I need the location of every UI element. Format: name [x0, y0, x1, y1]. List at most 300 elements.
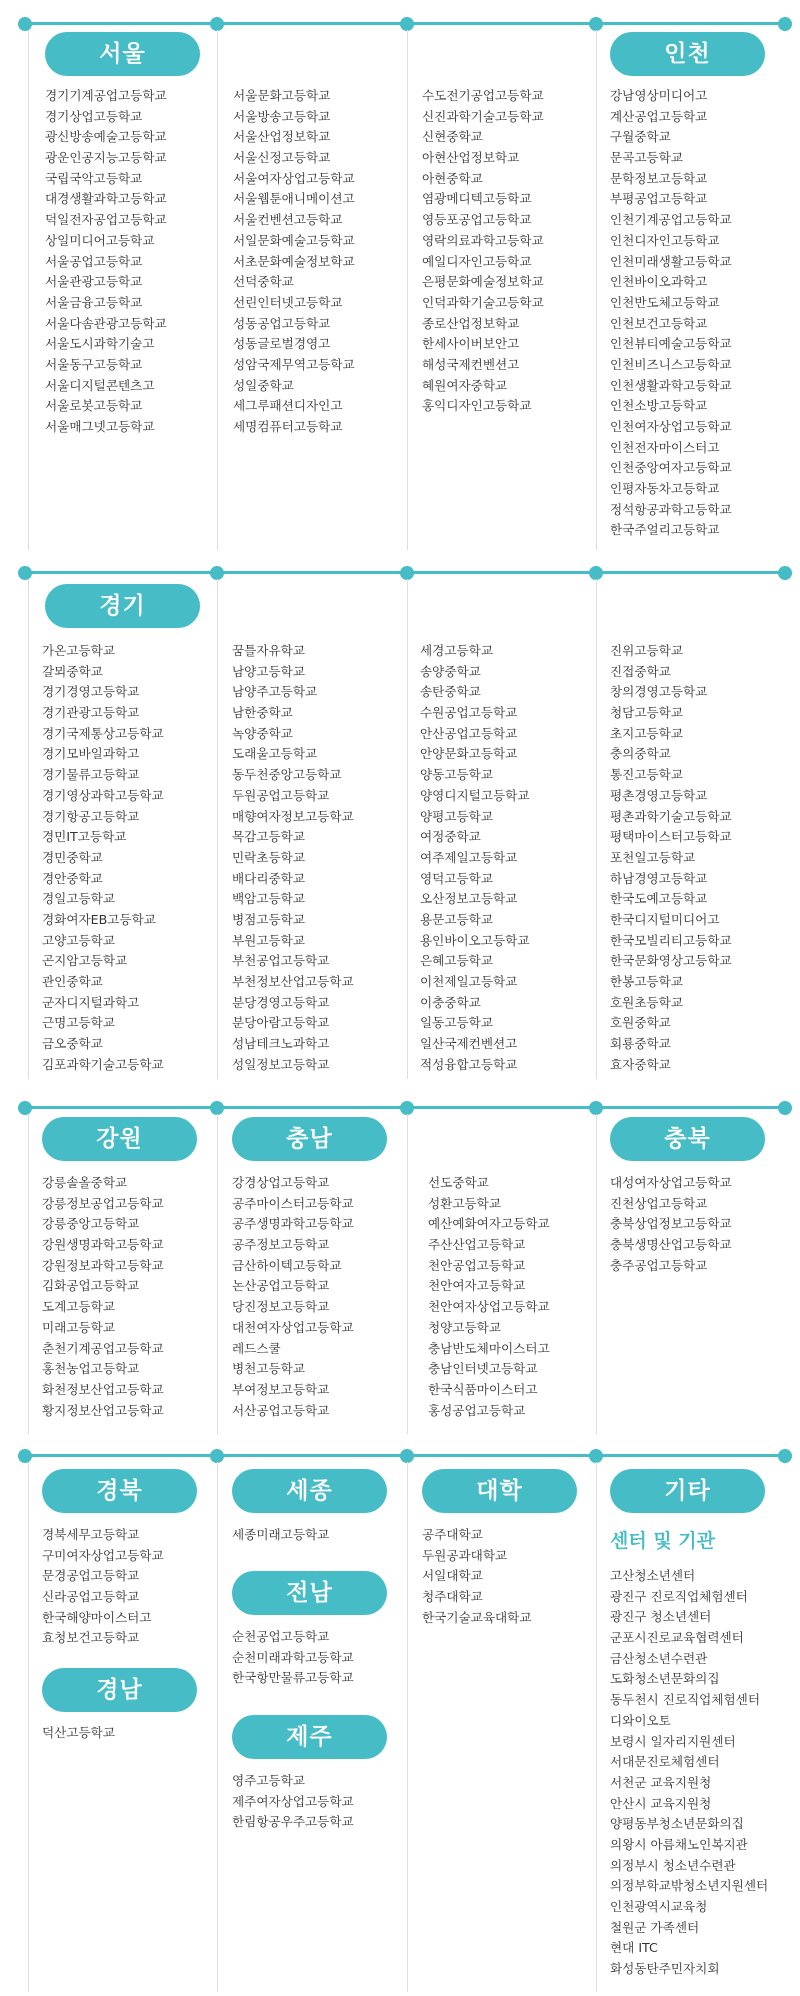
list-item: 충의중학교: [610, 746, 671, 762]
list-item: 공주마이스터고등학교: [232, 1195, 354, 1211]
list-item: 오산정보고등학교: [420, 891, 518, 907]
list-item: 용인바이오고등학교: [420, 932, 530, 948]
timeline-dot: [778, 1101, 792, 1115]
list-item: 강경상업고등학교: [232, 1175, 330, 1190]
list-item: 성환고등학교: [428, 1195, 501, 1211]
list-item: 송탄중학교: [420, 684, 481, 700]
list-item: 서울문화고등학교: [233, 88, 331, 103]
list-item: 논산공업고등학교: [232, 1278, 330, 1294]
list-item: 성동공업고등학교: [233, 315, 331, 331]
list-item: 경기물류고등학교: [42, 767, 140, 783]
column-divider: [596, 1462, 597, 1992]
list-item: 인천기계공업고등학교: [610, 212, 732, 228]
list-item: 충남인터넷고등학교: [428, 1361, 538, 1377]
list-item: 금산청소년수련관: [610, 1650, 708, 1666]
section-gyeonggi: [0, 571, 800, 1081]
list-item: 가온고등학교: [42, 643, 115, 658]
list-item: 수도전기공업고등학교: [422, 88, 544, 103]
list-item: 대경생활과학고등학교: [45, 191, 167, 207]
list-item: 두원공과대학교: [422, 1547, 508, 1563]
institution-list: [610, 1566, 768, 1980]
list-item: 청담고등학교: [610, 705, 683, 721]
list-item: 신진과학기술고등학교: [422, 108, 544, 124]
list-item: 인천소방고등학교: [610, 398, 708, 414]
list-item: 인천비즈니스고등학교: [610, 356, 732, 372]
timeline-dot: [778, 1449, 792, 1463]
list-item: 영주고등학교: [232, 1773, 305, 1788]
list-item: 금오중학교: [42, 1036, 103, 1052]
list-item: 일동고등학교: [420, 1015, 493, 1031]
list-item: 고산청소년센터: [610, 1568, 696, 1583]
school-list-sejong: [232, 1525, 329, 1546]
list-item: 민락초등학교: [232, 849, 305, 865]
list-item: 해성국제컨벤션고: [422, 356, 520, 372]
section-gangwon-chungnam-chungbuk: [0, 1106, 800, 1436]
column-divider: [28, 579, 29, 1079]
list-item: 상일미디어고등학교: [45, 232, 155, 248]
column-divider: [407, 579, 408, 1079]
list-item: 세경고등학교: [420, 643, 493, 658]
list-item: 덕일전자공업고등학교: [45, 212, 167, 228]
school-list-jeju: [232, 1771, 354, 1833]
list-item: 서울매그넷고등학교: [45, 419, 155, 434]
list-item: 김포과학기술고등학교: [42, 1056, 164, 1072]
list-item: 제주여자상업고등학교: [232, 1793, 354, 1809]
list-item: 병점고등학교: [232, 911, 305, 927]
school-list-chungbuk: [610, 1173, 732, 1276]
column-divider: [407, 1114, 408, 1434]
list-item: 경기기계공업고등학교: [45, 88, 167, 103]
list-item: 금산하이텍고등학교: [232, 1257, 342, 1273]
list-item: 분당경영고등학교: [232, 994, 330, 1010]
list-item: 예일디자인고등학교: [422, 253, 532, 269]
region-badge-chungnam: 충남: [232, 1117, 387, 1161]
list-item: 신현중학교: [422, 129, 483, 145]
list-item: 안산공업고등학교: [420, 725, 518, 741]
list-item: 천안여자상업고등학교: [428, 1299, 550, 1315]
list-item: 포천일고등학교: [610, 849, 696, 865]
list-item: 서울공업고등학교: [45, 253, 143, 269]
list-item: 평촌과학기술고등학교: [610, 808, 732, 824]
list-item: 호원중학교: [610, 1015, 671, 1031]
school-list-gyeongnam: [42, 1723, 115, 1744]
list-item: 수원공업고등학교: [420, 705, 518, 721]
list-item: 한국해양마이스터고: [42, 1609, 152, 1625]
list-item: 안양문화고등학교: [420, 746, 518, 762]
list-item: 꿈틀자유학교: [232, 643, 305, 658]
school-list-gangwon: [42, 1173, 164, 1421]
list-item: 의왕시 아름채노인복지관: [610, 1836, 748, 1852]
list-item: 평촌경영고등학교: [610, 787, 708, 803]
list-item: 문학정보고등학교: [610, 170, 708, 186]
list-item: 인천디자인고등학교: [610, 232, 720, 248]
timeline-dot: [589, 1101, 603, 1115]
list-item: 경일고등학교: [42, 891, 115, 907]
list-item: 공주생명과학고등학교: [232, 1216, 354, 1232]
list-item: 초지고등학교: [610, 725, 683, 741]
list-item: 계산공업고등학교: [610, 108, 708, 124]
region-badge-gyeonggi: 경기: [45, 584, 200, 628]
timeline-dot: [210, 1449, 224, 1463]
list-item: 한봉고등학교: [610, 974, 683, 989]
list-item: 부여정보고등학교: [232, 1381, 330, 1397]
list-item: 현대 ITC: [610, 1940, 658, 1956]
list-item: 황지정보산업고등학교: [42, 1402, 164, 1418]
list-item: 염광메디텍고등학교: [422, 191, 532, 207]
timeline-dot: [589, 566, 603, 580]
list-item: 구미여자상업고등학교: [42, 1547, 164, 1563]
timeline-dot: [400, 17, 414, 31]
list-item: 아현중학교: [422, 170, 483, 186]
section-others: [0, 1454, 800, 1994]
list-item: 충남반도체마이스터고: [428, 1340, 550, 1356]
list-item: 진접중학교: [610, 663, 671, 679]
list-item: 경기국제통상고등학교: [42, 725, 164, 741]
region-badge-etc: 기타: [610, 1469, 765, 1513]
timeline-dot: [400, 1449, 414, 1463]
list-item: 보령시 일자리지원센터: [610, 1733, 736, 1749]
list-item: 강남영상미디어고: [610, 88, 708, 103]
list-item: 호원초등학교: [610, 994, 683, 1010]
list-item: 서울로봇고등학교: [45, 398, 143, 414]
column-divider: [28, 1114, 29, 1434]
list-item: 충주공업고등학교: [610, 1257, 708, 1273]
list-item: 여주제일고등학교: [420, 849, 518, 865]
list-item: 부천공업고등학교: [232, 953, 330, 969]
list-item: 당진정보고등학교: [232, 1299, 330, 1315]
list-item: 남한중학교: [232, 705, 293, 721]
region-badge-gyeongbuk: 경북: [42, 1469, 197, 1513]
list-item: 순천미래과학고등학교: [232, 1649, 354, 1665]
list-item: 인천광역시교육청: [610, 1899, 708, 1914]
list-item: 서울디지털콘텐츠고: [45, 377, 155, 393]
list-item: 철원군 가족센터: [610, 1919, 700, 1935]
list-item: 하남경영고등학교: [610, 870, 708, 886]
list-item: 부원고등학교: [232, 932, 305, 948]
timeline-dot: [589, 1449, 603, 1463]
list-item: 서대문진로체험센터: [610, 1754, 720, 1770]
list-item: 서일대학교: [422, 1568, 483, 1584]
list-item: 한국항만물류고등학교: [232, 1670, 354, 1686]
list-item: 서울도시과학기술고: [45, 336, 155, 352]
school-list-gyeonggi-2: [232, 641, 354, 1075]
list-item: 인천바이오과학고: [610, 274, 708, 290]
list-item: 강원생명과학고등학교: [42, 1237, 164, 1253]
list-item: 경기모바일과학고: [42, 746, 140, 762]
list-item: 대천여자상업고등학교: [232, 1319, 354, 1335]
list-item: 근명고등학교: [42, 1015, 115, 1031]
list-item: 인천여자상업고등학교: [610, 419, 732, 434]
region-badge-jeju: 제주: [232, 1715, 387, 1759]
list-item: 인평자동차고등학교: [610, 481, 720, 497]
list-item: 문경공업고등학교: [42, 1568, 140, 1584]
list-item: 한국식품마이스터고: [428, 1381, 538, 1397]
list-item: 경안중학교: [42, 870, 103, 886]
list-item: 대성여자상업고등학교: [610, 1175, 732, 1190]
region-badge-gyeongnam: 경남: [42, 1668, 197, 1712]
list-item: 서울여자상업고등학교: [233, 170, 355, 186]
list-item: 도계고등학교: [42, 1299, 115, 1315]
list-item: 한국디지털미디어고: [610, 911, 720, 927]
list-item: 아현산업정보학교: [422, 150, 520, 166]
list-item: 서천군 교육지원청: [610, 1774, 712, 1790]
list-item: 군자디지털과학고: [42, 994, 140, 1010]
list-item: 경기상업고등학교: [45, 108, 143, 124]
list-item: 인천뷰티예술고등학교: [610, 336, 732, 352]
list-item: 두원공업고등학교: [232, 787, 330, 803]
list-item: 이충중학교: [420, 994, 481, 1010]
list-item: 홍천농업고등학교: [42, 1361, 140, 1377]
list-item: 영락의료과학고등학교: [422, 232, 544, 248]
list-item: 경기경영고등학교: [42, 684, 140, 700]
region-badge-sejong: 세종: [232, 1469, 387, 1513]
timeline-dot: [18, 1101, 32, 1115]
list-item: 경기영상과학고등학교: [42, 787, 164, 803]
school-list-gyeongbuk: [42, 1525, 164, 1649]
list-item: 송양중학교: [420, 663, 481, 679]
list-item: 한국주얼리고등학교: [610, 522, 720, 538]
list-item: 강릉정보공업고등학교: [42, 1195, 164, 1211]
list-item: 화성동탄주민자치회: [610, 1961, 720, 1977]
list-item: 한국문화영상고등학교: [610, 953, 732, 969]
timeline-dot: [210, 1101, 224, 1115]
list-item: 주산산업고등학교: [428, 1237, 526, 1253]
list-item: 평택마이스터고등학교: [610, 829, 732, 845]
region-badge-seoul: 서울: [45, 32, 200, 76]
list-item: 경민IT고등학교: [42, 829, 127, 845]
region-badge-gangwon: 강원: [42, 1117, 197, 1161]
list-item: 동두천중앙고등학교: [232, 767, 342, 783]
list-item: 한국도예고등학교: [610, 891, 708, 907]
list-item: 강릉중앙고등학교: [42, 1216, 140, 1232]
timeline-dot: [400, 566, 414, 580]
list-item: 양동고등학교: [420, 767, 493, 783]
timeline-dot: [18, 17, 32, 31]
list-item: 녹양중학교: [232, 725, 293, 741]
column-divider: [407, 1462, 408, 1992]
list-item: 서울방송고등학교: [233, 108, 331, 124]
list-item: 광진구 진로직업체험센터: [610, 1588, 748, 1604]
list-item: 구월중학교: [610, 129, 671, 145]
list-item: 천안여자고등학교: [428, 1278, 526, 1294]
column-divider: [217, 1114, 218, 1434]
list-item: 공주정보고등학교: [232, 1237, 330, 1253]
list-item: 도화청소년문화의집: [610, 1671, 720, 1687]
list-item: 양영디지털고등학교: [420, 787, 530, 803]
list-item: 효자중학교: [610, 1056, 671, 1072]
list-item: 안산시 교육지원청: [610, 1795, 712, 1811]
list-item: 서울다솜관광고등학교: [45, 315, 167, 331]
list-item: 충북생명산업고등학교: [610, 1237, 732, 1253]
school-list-jeonnam: [232, 1627, 354, 1689]
list-item: 신라공업고등학교: [42, 1589, 140, 1605]
list-item: 세그루패션디자인고: [233, 398, 343, 414]
list-item: 의정부시 청소년수련관: [610, 1857, 736, 1873]
list-item: 인천생활과학고등학교: [610, 377, 732, 393]
list-item: 강원정보과학고등학교: [42, 1257, 164, 1273]
list-item: 인천미래생활고등학교: [610, 253, 732, 269]
list-item: 광신방송예술고등학교: [45, 129, 167, 145]
list-item: 선린인터넷고등학교: [233, 294, 343, 310]
region-badge-jeonnam: 전남: [232, 1571, 387, 1615]
list-item: 진위고등학교: [610, 643, 683, 658]
list-item: 서울관광고등학교: [45, 274, 143, 290]
list-item: 영등포공업고등학교: [422, 212, 532, 228]
timeline-dot: [589, 17, 603, 31]
list-item: 인천반도체고등학교: [610, 294, 720, 310]
etc-subtitle: 센터 및 기관: [610, 1530, 715, 1552]
list-item: 혜원여자중학교: [422, 377, 508, 393]
list-item: 디와이오토: [610, 1712, 671, 1728]
list-item: 서울컨벤션고등학교: [233, 212, 343, 228]
list-item: 남양주고등학교: [232, 684, 318, 700]
column-divider: [217, 30, 218, 550]
list-item: 홍성공업고등학교: [428, 1402, 526, 1418]
list-item: 서울동구고등학교: [45, 356, 143, 372]
list-item: 일산국제컨벤션고: [420, 1036, 518, 1052]
list-item: 국립국악고등학교: [45, 170, 143, 186]
list-item: 적성융합고등학교: [420, 1056, 518, 1072]
list-item: 성남테크노과학고: [232, 1036, 330, 1052]
list-item: 부천정보산업고등학교: [232, 974, 354, 989]
school-list-seoul-2: [233, 86, 355, 438]
timeline-dot: [18, 566, 32, 580]
list-item: 남양고등학교: [232, 663, 305, 679]
school-list-gyeonggi-4: [610, 641, 732, 1075]
list-item: 인천중앙여자고등학교: [610, 460, 732, 476]
column-divider: [28, 1462, 29, 1992]
list-item: 서울신정고등학교: [233, 150, 331, 166]
list-item: 영덕고등학교: [420, 870, 493, 886]
timeline-dot: [210, 17, 224, 31]
list-item: 광운인공지능고등학교: [45, 150, 167, 166]
school-list-seoul-3: [422, 86, 544, 417]
school-list-chungnam-2: [428, 1173, 550, 1421]
list-item: 인천전자마이스터고: [610, 439, 720, 455]
list-item: 진천상업고등학교: [610, 1195, 708, 1211]
list-item: 충북상업정보고등학교: [610, 1216, 732, 1232]
list-item: 순천공업고등학교: [232, 1629, 330, 1644]
list-item: 문곡고등학교: [610, 150, 683, 166]
region-badge-university: 대학: [422, 1469, 577, 1513]
list-item: 성일정보고등학교: [232, 1056, 330, 1072]
region-badge-incheon: 인천: [610, 32, 765, 76]
list-item: 레드스쿨: [232, 1340, 281, 1356]
list-item: 목감고등학교: [232, 829, 305, 845]
timeline-dot: [400, 1101, 414, 1115]
column-divider: [217, 579, 218, 1079]
list-item: 관인중학교: [42, 974, 103, 989]
list-item: 경민중학교: [42, 849, 103, 865]
list-item: 서울웹툰애니메이션고: [233, 191, 355, 207]
list-item: 정석항공과학고등학교: [610, 501, 732, 517]
list-item: 종로산업정보학교: [422, 315, 520, 331]
list-item: 곤지암고등학교: [42, 953, 128, 969]
list-item: 은평문화예술정보학교: [422, 274, 544, 290]
timeline-dot: [210, 566, 224, 580]
column-divider: [407, 30, 408, 550]
list-item: 백암고등학교: [232, 891, 305, 907]
school-list-gyeonggi-1: [42, 641, 164, 1075]
list-item: 성일중학교: [233, 377, 294, 393]
list-item: 경화여자EB고등학교: [42, 911, 156, 927]
list-item: 홍익디자인고등학교: [422, 398, 532, 414]
list-item: 예산예화여자고등학교: [428, 1216, 550, 1232]
list-item: 창의경영고등학교: [610, 684, 708, 700]
region-badge-chungbuk: 충북: [610, 1117, 765, 1161]
list-item: 부평공업고등학교: [610, 191, 708, 207]
university-list: [422, 1525, 532, 1628]
list-item: 한세사이버보안고: [422, 336, 520, 352]
list-item: 한국모빌리티고등학교: [610, 932, 732, 948]
list-item: 강릉솔올중학교: [42, 1175, 128, 1190]
list-item: 춘천기계공업고등학교: [42, 1340, 164, 1356]
school-list-chungnam-1: [232, 1173, 354, 1421]
list-item: 경기항공고등학교: [42, 808, 140, 824]
timeline-dot: [778, 17, 792, 31]
list-item: 동두천시 진로직업체험센터: [610, 1692, 760, 1708]
list-item: 배다리중학교: [232, 870, 305, 886]
column-divider: [596, 579, 597, 1079]
list-item: 공주대학교: [422, 1527, 483, 1542]
column-divider: [217, 1462, 218, 1992]
list-item: 갈뫼중학교: [42, 663, 103, 679]
list-item: 고양고등학교: [42, 932, 115, 948]
column-divider: [596, 30, 597, 550]
list-item: 인덕과학기술고등학교: [422, 294, 544, 310]
list-item: 청주대학교: [422, 1589, 483, 1605]
list-item: 효청보건고등학교: [42, 1630, 140, 1646]
list-item: 청양고등학교: [428, 1319, 501, 1335]
school-list-gyeonggi-3: [420, 641, 530, 1075]
list-item: 한국기술교육대학교: [422, 1609, 532, 1625]
list-item: 화천정보산업고등학교: [42, 1381, 164, 1397]
timeline-dot: [18, 1449, 32, 1463]
list-item: 서울산업정보학교: [233, 129, 331, 145]
list-item: 서초문화예술정보학교: [233, 253, 355, 269]
list-item: 광진구 청소년센터: [610, 1609, 712, 1625]
list-item: 김화공업고등학교: [42, 1278, 140, 1294]
list-item: 선덕중학교: [233, 274, 294, 290]
list-item: 용문고등학교: [420, 911, 493, 927]
list-item: 의정부학교밖청소년지원센터: [610, 1878, 769, 1894]
list-item: 서울금융고등학교: [45, 294, 143, 310]
section-seoul-incheon: [0, 22, 800, 552]
list-item: 경기관광고등학교: [42, 705, 140, 721]
list-item: 회룡중학교: [610, 1036, 671, 1052]
list-item: 서일문화예술고등학교: [233, 232, 355, 248]
list-item: 세명컴퓨터고등학교: [233, 419, 343, 434]
list-item: 한림항공우주고등학교: [232, 1814, 354, 1830]
list-item: 서산공업고등학교: [232, 1402, 330, 1418]
list-item: 양평동부청소년문화의집: [610, 1816, 744, 1832]
list-item: 세종미래고등학교: [232, 1527, 330, 1542]
column-divider: [28, 30, 29, 550]
list-item: 양평고등학교: [420, 808, 493, 824]
list-item: 성동글로벌경영고: [233, 336, 331, 352]
list-item: 덕산고등학교: [42, 1725, 115, 1740]
list-item: 여정중학교: [420, 829, 481, 845]
list-item: 통진고등학교: [610, 767, 683, 783]
list-item: 경북세무고등학교: [42, 1527, 140, 1542]
list-item: 천안공업고등학교: [428, 1257, 526, 1273]
column-divider: [596, 1114, 597, 1434]
school-list-seoul-1: [45, 86, 167, 438]
list-item: 선도중학교: [428, 1175, 489, 1190]
school-list-incheon: [610, 86, 732, 541]
list-item: 인천보건고등학교: [610, 315, 708, 331]
list-item: 미래고등학교: [42, 1319, 115, 1335]
